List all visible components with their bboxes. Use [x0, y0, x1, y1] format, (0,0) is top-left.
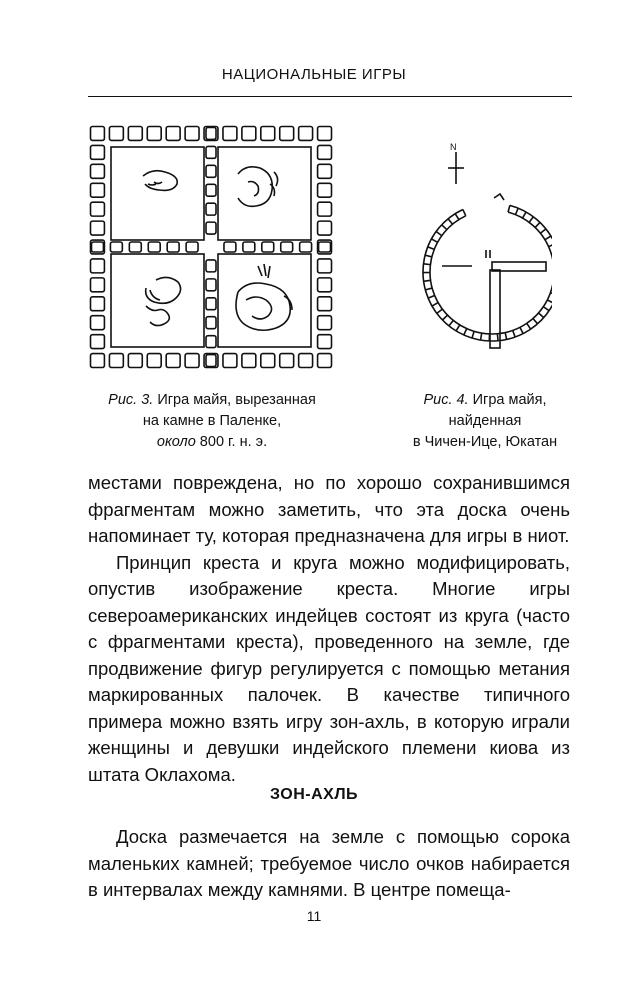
board-border-cell: [243, 242, 255, 252]
board-border-cell: [206, 165, 216, 177]
ring-stone-tick: [529, 217, 533, 223]
board-border-cell: [318, 335, 332, 349]
glyph-top-left: [143, 171, 177, 191]
board-border-cell: [91, 259, 105, 273]
figure-3-caption: [80, 390, 344, 453]
board-border-cell: [185, 127, 199, 141]
board-border-cell: [147, 354, 161, 368]
board-border-cell: [224, 242, 236, 252]
page-number: 11: [306, 908, 322, 924]
ring-stone-tick: [442, 225, 447, 230]
board-border-cell: [185, 354, 199, 368]
figure-3-caption-line1: Игра майя, вырезанная: [153, 392, 316, 408]
board-border-cell: [262, 242, 274, 252]
figure-4-caption: [385, 390, 585, 453]
figure-3-maya-board-drawing: [88, 124, 334, 370]
ring-stone-tick: [513, 330, 515, 337]
running-header: НАЦИОНАЛЬНЫЕ ИГРЫ: [221, 66, 407, 83]
board-border-cell: [129, 242, 141, 252]
board-border-cell: [206, 184, 216, 196]
ring-outline-arc: [430, 212, 552, 334]
board-border-cell: [92, 242, 104, 252]
board-border-cell: [91, 297, 105, 311]
board-border-cell: [318, 145, 332, 159]
ring-stone-tick: [481, 333, 482, 340]
compass-north-letter: N: [450, 142, 457, 152]
board-border-cell: [186, 242, 198, 252]
board-border-cell: [91, 127, 105, 141]
board-border-cell: [206, 146, 216, 158]
board-border-cell: [206, 298, 216, 310]
header-rule: [88, 96, 572, 97]
ring-stone-tick: [449, 320, 453, 325]
ring-stone-tick: [455, 214, 459, 220]
ring-stone-tick: [425, 255, 432, 257]
board-border-cell: [91, 335, 105, 349]
board-border-cell: [206, 317, 216, 329]
paragraph-continued: местами повреждена, но по хорошо сохранившимся фрагментам можно заметить, что эта доска очень напоминает ту, которая предназначена для игры в ниот.: [88, 472, 570, 546]
board-border-cell: [91, 183, 105, 197]
ring-stone-tick: [464, 329, 467, 335]
board-border-cell: [261, 354, 275, 368]
ring-stone-tick: [428, 295, 434, 298]
board-border-cell: [109, 127, 123, 141]
board-border-cell: [147, 127, 161, 141]
board-border-cell: [128, 127, 142, 141]
board-border-cell: [128, 354, 142, 368]
ring-stone-tick: [437, 309, 443, 313]
figure-3-caption-circa: около: [156, 434, 196, 450]
figure-4-chichen-itza-drawing: [412, 142, 552, 364]
ring-stone-tick: [456, 325, 460, 331]
ring-stone-tick: [428, 247, 435, 250]
board-border-cell: [91, 145, 105, 159]
ring-stone-tick: [463, 209, 466, 215]
board-border-cell: [206, 336, 216, 348]
board-border-cell: [91, 278, 105, 292]
board-border-cell: [109, 354, 123, 368]
ring-break-mark: [494, 194, 504, 200]
figure-4-caption-line2: найденная: [448, 413, 522, 429]
board-border-cell: [261, 127, 275, 141]
board-border-cell: [91, 316, 105, 330]
paragraph-board-setup: Доска размечается на земле с помощью сорока маленьких камней; требуемое число очков набирается в интервалах между камнями. В центре помеща-: [88, 826, 570, 900]
glyph-top-right: [238, 167, 278, 206]
board-quadrant-top-right: [218, 147, 311, 240]
ring-stone-tick: [539, 313, 544, 318]
board-quadrant-bottom-left: [111, 254, 204, 347]
body-text-lower: [88, 824, 570, 904]
board-border-cell: [223, 354, 237, 368]
board-border-cell: [299, 127, 313, 141]
board-border-cell: [206, 260, 216, 272]
ring-stone-tick: [515, 208, 518, 214]
board-border-cell: [280, 354, 294, 368]
board-border-cell: [206, 128, 216, 140]
board-border-cell: [318, 354, 332, 368]
board-border-cell: [91, 164, 105, 178]
ring-stone-tick: [432, 303, 438, 306]
ring-stone-tick: [545, 236, 551, 240]
board-border-cell: [299, 354, 313, 368]
board-border-cell: [206, 222, 216, 234]
board-border-cell: [223, 127, 237, 141]
board-border-cell: [318, 221, 332, 235]
section-heading: ЗОН-АХЛЬ: [269, 786, 359, 803]
figure-3-label: Рис. 3.: [108, 392, 154, 408]
ring-stone-tick: [535, 222, 540, 227]
board-border-cell: [206, 279, 216, 291]
ring-stone-tick: [442, 315, 447, 320]
ring-stone-tick: [533, 319, 538, 324]
board-border-cell: [280, 127, 294, 141]
ring-stone-tick: [527, 323, 531, 329]
board-border-cell: [281, 242, 293, 252]
board-border-cell: [91, 221, 105, 235]
figure-4-caption-line3: в Чичен-Ице, Юкатан: [412, 434, 558, 450]
ring-stone-tick: [520, 327, 523, 333]
board-border-cell: [167, 242, 179, 252]
board-border-cell: [166, 354, 180, 368]
figure-3-caption-date: 800 г. н. э.: [195, 434, 268, 450]
board-border-cell: [242, 127, 256, 141]
board-quadrant-top-left: [111, 147, 204, 240]
board-border-cell: [166, 127, 180, 141]
ring-stone-tick: [547, 300, 552, 303]
ring-stone-tick: [543, 307, 549, 311]
board-border-cell: [110, 242, 122, 252]
board-border-cell: [318, 127, 332, 141]
board-border-cell: [318, 278, 332, 292]
board-border-cell: [206, 203, 216, 215]
board-border-cell: [206, 355, 216, 367]
ring-stone-tick: [448, 219, 452, 224]
ring-stone-tick: [431, 239, 437, 242]
board-border-cell: [148, 242, 160, 252]
board-border-cell: [91, 202, 105, 216]
board-border-cell: [319, 242, 331, 252]
figure-4-caption-line1: Игра майя,: [468, 392, 547, 408]
ring-stone-tick: [424, 280, 431, 281]
board-border-cell: [91, 354, 105, 368]
board-border-cell: [318, 202, 332, 216]
board-border-cell: [318, 316, 332, 330]
glyph-bottom-right: [236, 264, 292, 330]
board-border-cell: [300, 242, 312, 252]
figure-3-caption-line2: на камне в Паленке,: [142, 413, 282, 429]
ring-stone-tick: [508, 205, 510, 212]
compass-north-arrow: [448, 152, 464, 184]
board-border-cell: [318, 259, 332, 273]
circle-board-outline: [423, 205, 552, 341]
ring-stone-tick: [436, 232, 442, 236]
ring-stone-tick: [523, 212, 526, 218]
board-border-cell: [318, 164, 332, 178]
body-text-upper: [88, 470, 570, 788]
ring-stone-tick: [497, 334, 498, 341]
board-border-cell: [318, 183, 332, 197]
board-border-cell: [318, 297, 332, 311]
figure-4-label: Рис. 4.: [423, 392, 469, 408]
board-border-cell: [242, 354, 256, 368]
paragraph-cross-and-circle: Принцип креста и круга можно модифицировать, опустив изображение креста. Многие игры североамериканских индейцев состоят из круга (часто с фрагментами креста), проведенного на земле, где продвижение фигур регулируется с помощью метания маркированных палочек. В качестве типичного примера можно взять игру зон-ахль, в которую играли женщины и девушки индейского племени киова из штата Оклахома.: [88, 551, 570, 785]
ring-stone-tick: [425, 288, 432, 290]
ring-stone-tick: [540, 229, 545, 233]
ring-stone-tick: [505, 333, 506, 340]
ring-stone-tick: [423, 264, 430, 265]
glyph-bottom-left: [146, 277, 181, 325]
ring-stone-tick: [472, 331, 474, 338]
